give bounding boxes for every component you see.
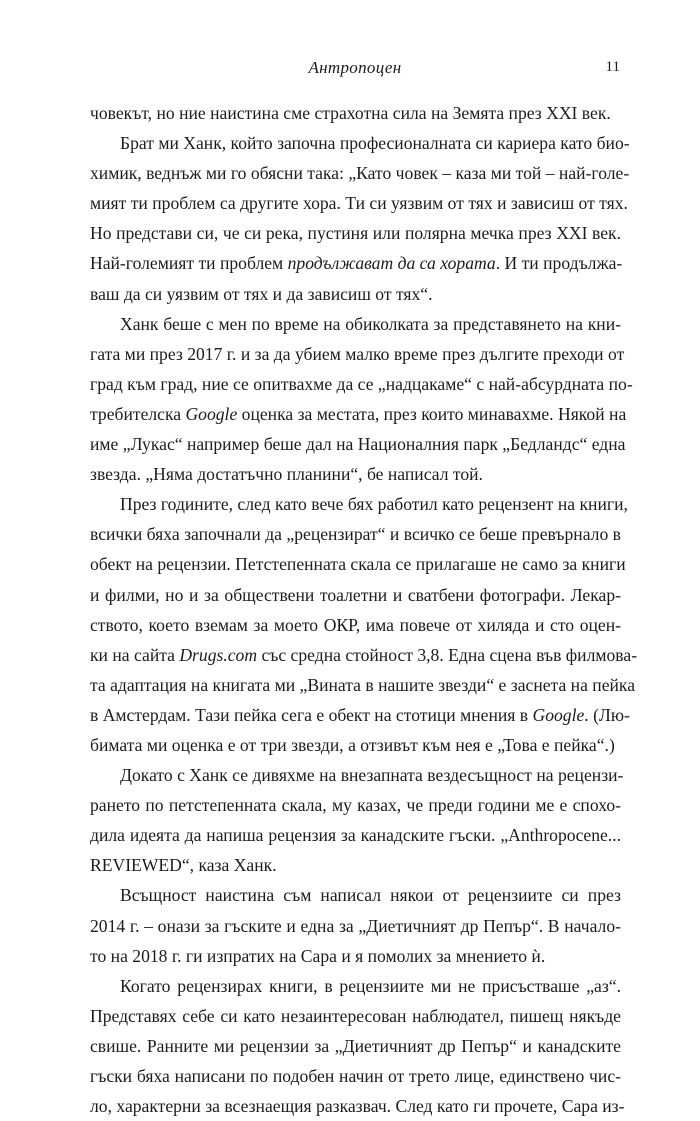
text-line bbox=[90, 399, 627, 429]
text-line: бимата ми оценка е от три звезди, а отзивът към нея е „Това е пейка“.) bbox=[90, 734, 615, 755]
text-run: требителска bbox=[90, 403, 186, 424]
text-run: оценка за местата, през които минавахме. Някой на bbox=[237, 403, 627, 424]
text-line: Брат ми Ханк, който започна професионалната си кариера като био- bbox=[120, 133, 630, 154]
emphasis-text: Google bbox=[185, 403, 238, 424]
page-number: 11 bbox=[605, 59, 620, 75]
text-line: гъски бяха написани по подобен начин от трето лице, единствено чис- bbox=[90, 1066, 621, 1086]
text-line: то на 2018 г. ги изпратих на Сара и я помолих за мнението ѝ. bbox=[90, 945, 546, 966]
text-line: човекът, но ние наистина сме страхотна сила на Земята през XXI век. bbox=[90, 103, 611, 123]
text-run: . И ти продължа- bbox=[495, 253, 623, 274]
text-line: рането по петстепенната скала, му казах, че преди години ме е спохо- bbox=[90, 795, 621, 816]
text-line: Когато рецензирах книги, в рецензиите ми не присъстваше „аз“. bbox=[120, 975, 621, 996]
paragraph bbox=[90, 98, 621, 128]
running-head bbox=[90, 58, 620, 84]
text-line: мият ти проблем са другите хора. Ти си уязвим от тях и зависиш от тях. bbox=[90, 193, 628, 214]
paragraph bbox=[90, 128, 630, 309]
emphasis-text: Google bbox=[532, 704, 585, 725]
emphasis-text: продължават да са хората bbox=[287, 253, 496, 274]
text-run: със средна стойност 3,8. Една сцена във филмова- bbox=[257, 644, 638, 665]
text-run: . (Лю- bbox=[584, 704, 630, 725]
text-line: химик, веднъж ми го обясни така: „Като човек – каза ми той – най-голе- bbox=[90, 163, 630, 184]
text-line: име „Лукас“ например беше дал на Националния парк „Бедландс“ една bbox=[90, 434, 626, 455]
text-line bbox=[90, 248, 621, 278]
text-line: гата ми през 2017 г. и за да убием малко време през дългите преходи от bbox=[90, 343, 625, 364]
text-line: Представях себе си като незаинтересован наблюдател, пишещ някъде bbox=[90, 1005, 621, 1026]
text-line: град към град, ние се опитвахме да се „надцакаме“ с най-абсурдната по- bbox=[90, 373, 633, 394]
text-line: Но представи си, че си река, пустиня или полярна мечка през XXI век. bbox=[90, 223, 621, 244]
text-line: ството, което вземам за моето ОКР, има повече от хиляда и сто оцен- bbox=[90, 614, 621, 635]
text-line: REVIEWED“, каза Ханк. bbox=[90, 855, 277, 876]
text-run: Най-големият ти проблем bbox=[90, 253, 288, 274]
body-text bbox=[90, 98, 638, 1121]
text-line bbox=[90, 640, 638, 670]
text-line bbox=[90, 700, 630, 730]
text-line: Докато с Ханк се дивяхме на внезапната вездесъщност на рецензи- bbox=[120, 765, 624, 786]
text-line: та адаптация на книгата ми „Вината в нашите звезди“ е заснета на пейка bbox=[90, 674, 636, 695]
text-line: свише. Ранните ми рецензии за „Диетичният др Пепър“ и канадските bbox=[90, 1035, 621, 1056]
text-line: През годините, след като вече бях работил като рецензент на книги, bbox=[120, 494, 628, 515]
paragraph bbox=[90, 309, 633, 490]
emphasis-text: Drugs.com bbox=[179, 644, 258, 665]
text-line: обект на рецензии. Петстепенната скала се прилагаше не само за книги bbox=[90, 554, 626, 575]
text-run: ки на сайта bbox=[90, 644, 180, 665]
paragraph bbox=[90, 760, 624, 880]
text-run: в Амстердам. Тази пейка сега е обект на стотици мнения в bbox=[90, 704, 533, 725]
paragraph bbox=[90, 971, 625, 1121]
paragraph bbox=[90, 880, 621, 970]
text-line: дила идеята да напиша рецензия за канадските гъски. „Anthropocene... bbox=[90, 825, 621, 846]
text-line: Ханк беше с мен по време на обиколката за представянето на кни- bbox=[120, 313, 621, 334]
text-line: Всъщност наистина съм написал някои от рецензиите си през bbox=[120, 885, 621, 906]
text-line: звезда. „Няма достатъчно планини“, бе написал той. bbox=[90, 464, 483, 485]
text-line: 2014 г. – онази за гъските и една за „Диетичният др Пепър“. В начало- bbox=[90, 915, 621, 936]
paragraph bbox=[90, 489, 638, 760]
text-line: ло, характерни за всезнаещия разказвач. След като ги прочете, Сара из- bbox=[90, 1096, 625, 1117]
text-line: и филми, но и за обществени тоалетни и сватбени фотографи. Лекар- bbox=[90, 584, 621, 605]
text-line: ваш да си уязвим от тях и да зависиш от тях“. bbox=[90, 283, 433, 304]
text-line: всички бяха започнали да „рецензират“ и всичко се беше превърнало в bbox=[90, 524, 621, 545]
running-title: Антропоцен bbox=[308, 58, 402, 77]
